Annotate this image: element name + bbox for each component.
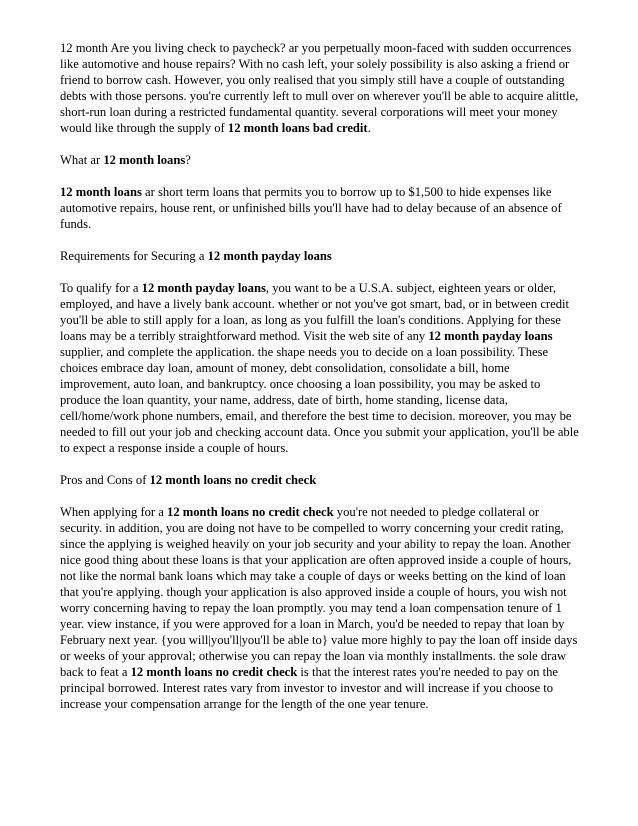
keyword-bold: 12 month loans no credit check [167, 505, 334, 519]
text-run: ar short term loans that permits you to borrow up to $1,500 to hide expenses like automotive repairs, house rent, or unfinished bills you'll have had to delay because of an absence of funds. [60, 185, 562, 231]
keyword-bold: 12 month payday loans [207, 249, 332, 263]
keyword-bold: 12 month loans bad credit [227, 121, 368, 135]
document-page [60, 40, 580, 728]
text-run: Pros and Cons of [60, 473, 150, 487]
text-run: Requirements for Securing a [60, 249, 208, 263]
keyword-bold: 12 month payday loans [428, 329, 553, 343]
keyword-bold: 12 month loans [60, 185, 142, 199]
text-run: When applying for a [60, 505, 168, 519]
requirements-paragraph [60, 280, 580, 456]
text-run: ? [185, 153, 191, 167]
text-run: . [367, 121, 371, 135]
pros-cons-paragraph [60, 504, 580, 712]
definition-paragraph [60, 184, 580, 232]
question-heading [60, 152, 580, 168]
text-run: 12 month Are you living check to paycheck? ar you perpetually moon-faced with sudden occurrences like automotive and house repairs? With no cash left, your solely possibility is also asking a friend or friend to borrow cash. However, you only realised that you simply still have a couple of outstanding debts with those persons. you're currently left to mull over on wherever you'll be able to acquire alittle, short-run loan during a restricted fundamental quantity. several corporations will meet your money would like through the supply of [60, 41, 579, 135]
text-run: To qualify for a [60, 281, 142, 295]
text-run: , you want to be a U.S.A. subject, eighteen years or older, employed, and have a lively bank account. whether or not you've got smart, bad, or in between credit you'll be able to still apply for a loan, as long as you fulfill the loan's conditions. Applying for these loans may be a terribly straightforward method. Visit the web site of any [60, 281, 570, 343]
keyword-bold: 12 month payday loans [141, 281, 266, 295]
text-run: supplier, and complete the application. the shape needs you to decide on a loan possibility. These choices embrace day loan, amount of money, debt consolidation, consolidate a bill, home improvement, auto loan, and bankruptcy. once choosing a loan possibility, you may be asked to produce the loan quantity, your name, address, date of birth, home standing, license data, cell/home/work phone numbers, email, and therefore the best time to decision. moreover, you may be needed to fill out your job and checking account data. Once you submit your application, you'll be able to expect a response inside a couple of hours. [60, 345, 579, 455]
keyword-bold: 12 month loans [103, 153, 186, 167]
intro-paragraph [60, 40, 580, 136]
keyword-bold: 12 month loans no credit check [149, 473, 317, 487]
pros-cons-heading [60, 472, 580, 488]
text-run: What ar [60, 153, 104, 167]
text-run: you're not needed to pledge collateral or security. in addition, you are doing not have to be compelled to worry concerning your credit rating, since the applying is weighed heavily on your job security and your ability to repay the loan. Another nice good thing about these loans is that your application are often approved inside a couple of hours, not like the normal bank loans which may take a couple of days or weeks betting on the kind of loan that you're applying. though your application is also approved inside a couple of hours, you wish not worry concerning having to repay the loan promptly. you may tend a loan compensation tenure of 1 year. view instance, if you were approved for a loan in March, you'd be needed to repay that loan by February next year. {you will|you'll|you'll be able to} value more highly to pay the loan off inside days or weeks of your approval; otherwise you can repay the loan via monthly installments. the sole draw back to feat a [60, 505, 578, 679]
keyword-bold: 12 month loans no credit check [130, 665, 298, 679]
text-run: is that the interest rates you're needed to pay on the principal borrowed. Interest rates vary from investor to investor and will increase if you choose to increase your compensation arrange for the length of the one year tenure. [60, 665, 558, 711]
requirements-heading [60, 248, 580, 264]
